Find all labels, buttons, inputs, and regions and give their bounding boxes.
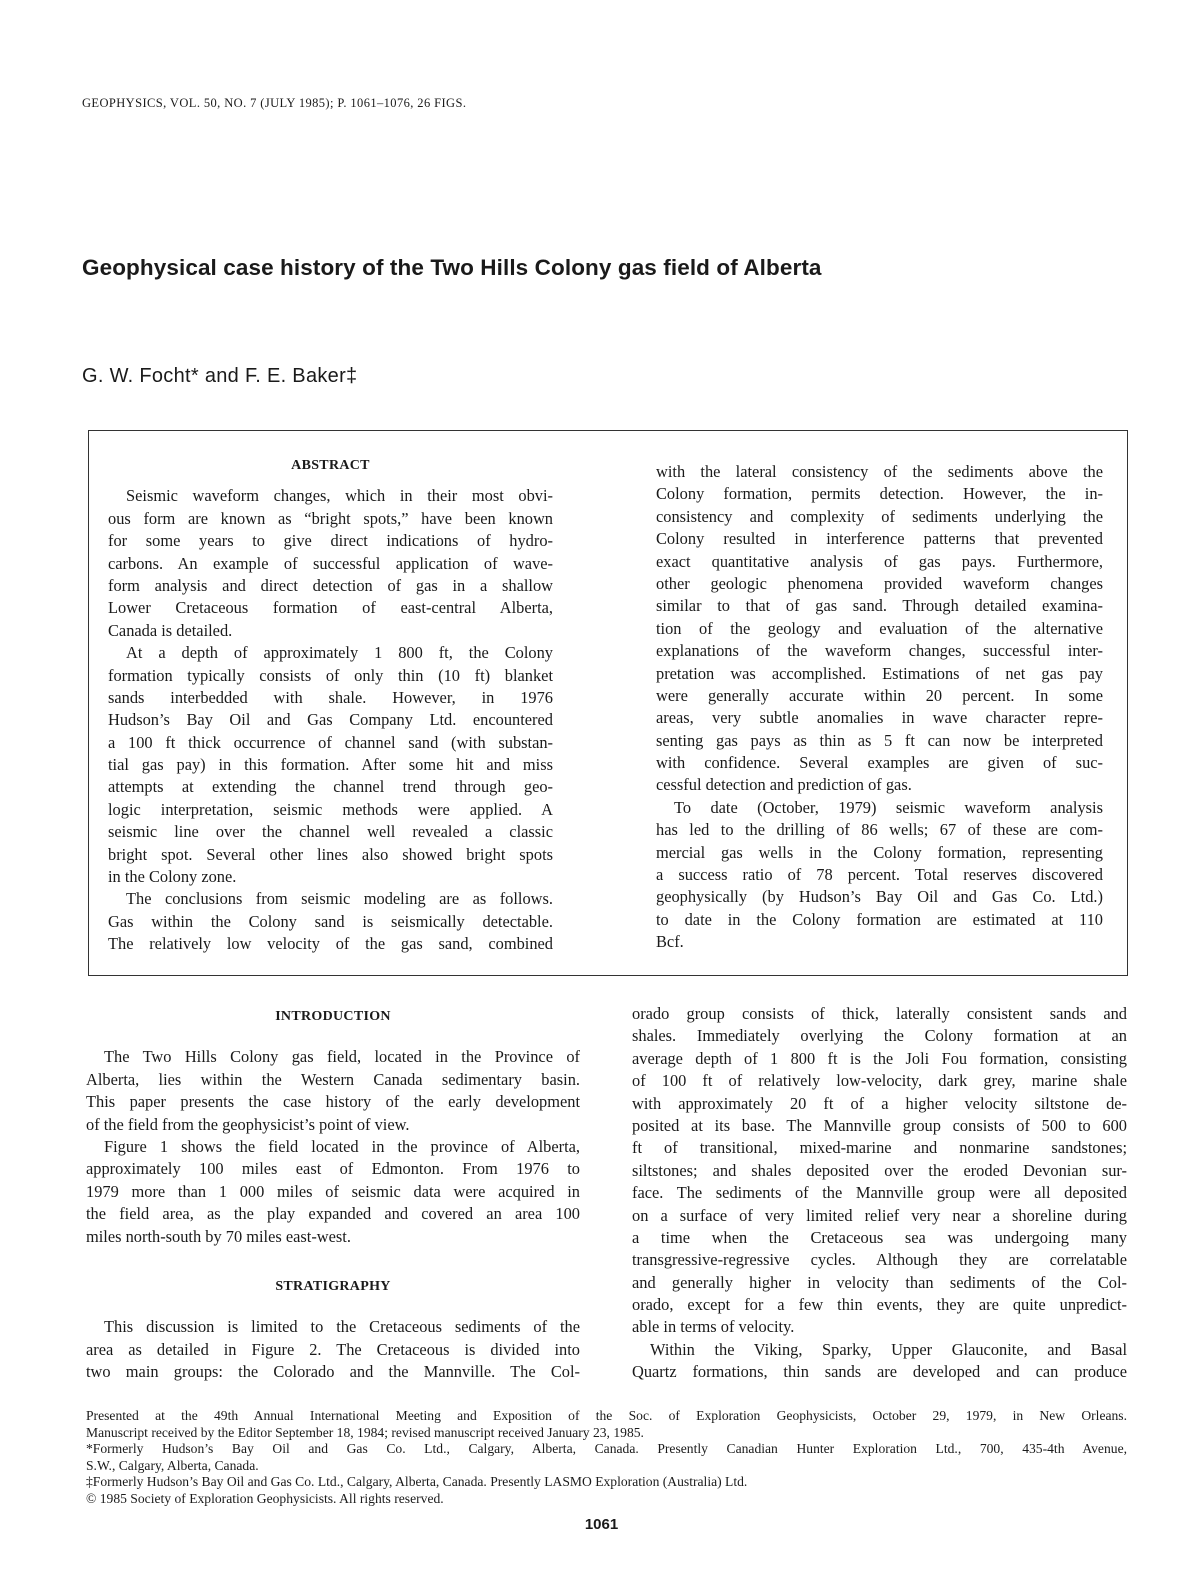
text-line: form analysis and direct detection of gas in a shallow	[108, 575, 553, 595]
text-line: Colony resulted in interference patterns that prevented	[656, 529, 1103, 549]
text-line: cessful detection and prediction of gas.	[656, 775, 912, 795]
text-line: Hudson’s Bay Oil and Gas Company Ltd. encountered	[108, 710, 553, 730]
text-line: area as detailed in Figure 2. The Cretaceous is divided into	[86, 1339, 580, 1359]
text-line: consistency and complexity of sediments underlying the	[656, 506, 1103, 526]
text-line: with confidence. Several examples are given of suc-	[656, 753, 1103, 773]
text-line: approximately 100 miles east of Edmonton. From 1976 to	[86, 1159, 580, 1179]
text-line: The Two Hills Colony gas field, located in the Province of	[104, 1047, 580, 1067]
footnote: S.W., Calgary, Alberta, Canada.	[86, 1457, 259, 1473]
text-line: a success ratio of 78 percent. Total reserves discovered	[656, 865, 1103, 885]
text-line: senting gas pays as thin as 5 ft can now be interpreted	[656, 730, 1103, 750]
authors: G. W. Focht* and F. E. Baker‡	[82, 365, 358, 387]
text-line: shales. Immediately overlying the Colony formation at an	[632, 1026, 1127, 1046]
text-line: explanations of the waveform changes, successful inter-	[656, 641, 1103, 661]
footnote: Manuscript received by the Editor September 18, 1984; revised manuscript received January 23, 1985.	[86, 1424, 644, 1440]
text-line: posited at its base. The Mannville group consists of 500 to 600	[632, 1115, 1127, 1135]
footnote: *Formerly Hudson’s Bay Oil and Gas Co. Ltd., Calgary, Alberta, Canada. Presently Canadian Hunter Exploration Ltd., 700, 435-4th Avenue,	[86, 1441, 1127, 1457]
text-line: able in terms of velocity.	[632, 1317, 795, 1337]
footnotes	[86, 1408, 1127, 1508]
paper-title: Geophysical case history of the Two Hills Colony gas field of Alberta	[82, 255, 822, 280]
text-line: geophysically (by Hudson’s Bay Oil and Gas Co. Ltd.)	[656, 887, 1103, 907]
text-line: This paper presents the case history of the early development	[86, 1092, 580, 1112]
text-line: formation typically consists of only thin (10 ft) blanket	[108, 665, 553, 685]
abstract-right-column	[656, 461, 1103, 954]
text-line: bright spot. Several other lines also showed bright spots	[108, 844, 553, 864]
section-heading-stratigraphy: STRATIGRAPHY	[275, 1278, 391, 1294]
text-line: The relatively low velocity of the gas sand, combined	[108, 934, 553, 954]
text-line: Alberta, lies within the Western Canada sedimentary basin.	[86, 1069, 580, 1089]
text-line: siltstones; and shales deposited over the eroded Devonian sur-	[632, 1160, 1127, 1180]
text-line: a 100 ft thick occurrence of channel sand (with substan-	[108, 732, 553, 752]
text-line: for some years to give direct indications of hydro-	[108, 531, 553, 551]
text-line: Colony formation, permits detection. However, the in-	[656, 484, 1103, 504]
text-line: to date in the Colony formation are estimated at 110	[656, 909, 1103, 929]
footnote: © 1985 Society of Exploration Geophysicists. All rights reserved.	[86, 1490, 444, 1506]
text-line: Canada is detailed.	[108, 620, 233, 640]
text-line: tial gas pay) in this formation. After some hit and miss	[108, 755, 553, 775]
body-right-column	[632, 1003, 1127, 1384]
text-line: and generally higher in velocity than sediments of the Col-	[632, 1272, 1127, 1292]
text-line: average depth of 1 800 ft is the Joli Fou formation, consisting	[632, 1048, 1127, 1068]
text-line: Lower Cretaceous formation of east-central Alberta,	[108, 598, 553, 618]
text-line: areas, very subtle anomalies in wave character repre-	[656, 708, 1103, 728]
text-line: ous form are known as “bright spots,” have been known	[108, 508, 553, 528]
text-line: the field area, as the play expanded and covered an area 100	[86, 1204, 580, 1224]
text-line: Within the Viking, Sparky, Upper Glauconite, and Basal	[650, 1339, 1127, 1359]
text-line: 1979 more than 1 000 miles of seismic data were acquired in	[86, 1181, 580, 1201]
text-line: Figure 1 shows the field located in the province of Alberta,	[104, 1136, 580, 1156]
text-line: The conclusions from seismic modeling are as follows.	[126, 889, 553, 909]
text-line: with the lateral consistency of the sediments above the	[656, 462, 1103, 481]
text-line: with approximately 20 ft of a higher velocity siltstone de-	[632, 1093, 1127, 1113]
section-heading-introduction: INTRODUCTION	[275, 1009, 391, 1024]
text-line: has led to the drilling of 86 wells; 67 of these are com-	[656, 820, 1103, 840]
journal-citation: GEOPHYSICS, VOL. 50, NO. 7 (JULY 1985); P. 1061–1076, 26 FIGS.	[82, 96, 467, 110]
text-line: face. The sediments of the Mannville group were all deposited	[632, 1183, 1127, 1203]
text-line: orado group consists of thick, laterally consistent sands and	[632, 1004, 1127, 1023]
text-line: ft of transitional, mixed-marine and nonmarine sandstones;	[632, 1138, 1127, 1158]
abstract-left-column	[108, 455, 553, 956]
text-line: logic interpretation, seismic methods were applied. A	[108, 799, 553, 819]
text-line: Bcf.	[656, 932, 684, 952]
text-line: a time when the Cretaceous sea was undergoing many	[632, 1227, 1127, 1247]
text-line: miles north-south by 70 miles east-west.	[86, 1226, 351, 1246]
text-line: This discussion is limited to the Cretaceous sediments of the	[104, 1317, 580, 1337]
text-line: tion of the geology and evaluation of the alternative	[656, 618, 1103, 638]
text-line: Gas within the Colony sand is seismically detectable.	[108, 911, 553, 931]
body-left-column	[86, 1006, 580, 1383]
text-line: orado, except for a few thin events, they are quite unpredict-	[632, 1295, 1127, 1315]
text-line: carbons. An example of successful application of wave-	[108, 553, 553, 573]
text-line: exact quantitative analysis of gas pays. Furthermore,	[656, 551, 1103, 571]
text-line: pretation was accomplished. Estimations of net gas pay	[656, 663, 1103, 683]
text-line: were generally accurate within 20 percent. In some	[656, 685, 1103, 705]
text-line: two main groups: the Colorado and the Mannville. The Col-	[86, 1362, 580, 1382]
text-line: of 100 ft of relatively low-velocity, dark grey, marine shale	[632, 1071, 1127, 1091]
text-line: Quartz formations, thin sands are developed and can produce	[632, 1362, 1127, 1382]
text-line: in the Colony zone.	[108, 867, 237, 887]
footnote: Presented at the 49th Annual International Meeting and Exposition of the Soc. of Exploration Geophysicists, October 29, 1979, in New Orleans.	[86, 1408, 1127, 1423]
abstract-heading: ABSTRACT	[291, 458, 370, 473]
text-line: attempts at extending the channel trend through geo-	[108, 777, 553, 797]
text-line: At a depth of approximately 1 800 ft, the Colony	[126, 643, 553, 663]
text-line: transgressive-regressive cycles. Although they are correlatable	[632, 1250, 1127, 1270]
text-line: sands interbedded with shale. However, in 1976	[108, 687, 553, 707]
page-number: 1061	[584, 1516, 619, 1533]
text-line: mercial gas wells in the Colony formation, representing	[656, 842, 1103, 862]
text-line: To date (October, 1979) seismic waveform analysis	[674, 797, 1103, 817]
text-line: on a surface of very limited relief very near a shoreline during	[632, 1205, 1127, 1225]
text-line: of the field from the geophysicist’s point of view.	[86, 1114, 410, 1134]
text-line: Seismic waveform changes, which in their most obvi-	[126, 486, 553, 506]
text-line: seismic line over the channel well revealed a classic	[108, 822, 553, 842]
text-line: other geologic phenomena provided waveform changes	[656, 573, 1103, 593]
footnote: ‡Formerly Hudson’s Bay Oil and Gas Co. Ltd., Calgary, Alberta, Canada. Presently LASMO Exploration (Australia) Ltd.	[86, 1474, 748, 1490]
text-line: similar to that of gas sand. Through detailed examina-	[656, 596, 1103, 616]
